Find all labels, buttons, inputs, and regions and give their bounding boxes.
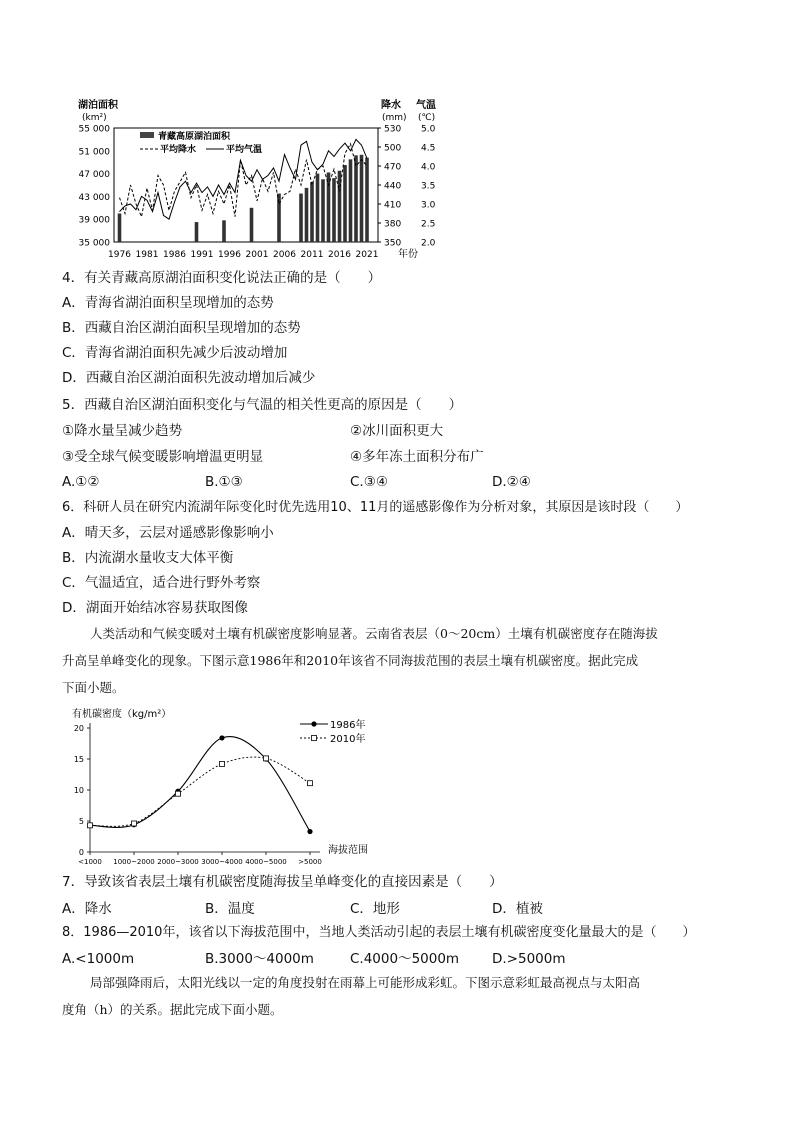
q8-stem: 8．1986—2010年，该省以下海拔范围中，当地人类活动引起的表层土壤有机碳密度变化量最大的是（ ） [62,925,696,940]
x-tick-label: 1981 [135,250,159,260]
temp-tick-label: 4.0 [421,162,436,173]
series-2010-point [220,761,225,766]
lake-area-bar [305,188,309,242]
q5-item-4: ④多年冻土面积分布广 [350,449,484,465]
q7-option-a[interactable]: A．降水 [62,901,112,917]
lake-area-bar [316,174,320,242]
left-tick-label: 39 000 [78,215,110,226]
precip-axis-unit: (mm) [382,113,407,123]
lake-area-bar [310,182,314,242]
q5-item-1: ①降水量呈减少趋势 [62,423,183,439]
c2-y-tick-label: 20 [73,724,84,733]
lake-area-chart [0,0,792,270]
chart2-legend [300,718,365,745]
q6-stem: 6．科研人员在研究内流湖年际变化时优先选用10、11月的遥感影像作为分析对象，其原因是该时段（ ） [62,500,689,515]
chart1-legend [140,130,263,155]
c2-x-tick-label: >5000 [298,858,322,866]
q7-option-c[interactable]: C．地形 [350,901,400,917]
x-tick-label: 2021 [355,250,379,260]
legend-2010-label: 2010年 [330,734,366,745]
lake-area-bar [349,159,353,242]
q7-stem: 7．导致该省表层土壤有机碳密度随海拔呈单峰变化的直接因素是（ ） [62,874,503,890]
temp-tick-label: 2.0 [421,238,436,249]
passage3-line1: 局部强降雨后，太阳光线以一定的角度投射在雨幕上可能形成彩虹。下图示意彩虹最高视点与太阳高 [90,975,641,990]
lake-area-bar [250,208,254,242]
precip-tick-label: 380 [384,219,402,230]
c2-y-axis-label: 有机碳密度（kg/m²） [72,709,172,720]
series-2010-point [132,821,137,826]
c2-y-tick-label: 0 [78,848,84,857]
q8-option-c[interactable]: C.4000～5000m [350,951,460,967]
x-tick-label: 2006 [273,250,296,260]
precip-tick-label: 440 [384,181,402,192]
x-tick-label: 2001 [245,250,269,260]
left-tick-label: 55 000 [78,124,110,135]
left-tick-label: 51 000 [78,147,110,158]
series-2010-point [264,756,269,761]
legend-temp-label: 平均气温 [226,145,263,155]
temp-tick-label: 2.5 [421,219,436,230]
left-tick-label: 47 000 [78,170,110,181]
q4-stem: 4．有关青藏高原湖泊面积变化说法正确的是（ ） [62,270,382,286]
temp-axis-unit: (℃) [418,113,436,123]
lake-area-bar [354,155,358,242]
lake-area-bar [277,194,281,242]
lake-area-bar [343,165,347,242]
lake-area-bar [365,158,369,242]
q6-option-b[interactable]: B．内流湖水量收支大体平衡 [62,550,234,566]
q7-option-d[interactable]: D．植被 [492,901,543,917]
q5-option-a[interactable]: A.①② [62,474,100,490]
series-1986-point [307,829,312,834]
left-tick-label: 35 000 [78,238,110,249]
q6-option-a[interactable]: A．晴天多，云层对遥感影像影响小 [62,525,274,541]
q5-stem: 5．西藏自治区湖泊面积变化与气温的相关性更高的原因是（ ） [62,397,463,413]
temp-axis-label: 气温 [416,100,436,111]
c2-y-tick-label: 15 [73,755,84,764]
lake-area-bar [332,178,336,242]
series-1986-line [90,737,310,832]
q4-option-b[interactable]: B．西藏自治区湖泊面积呈现增加的态势 [62,320,301,336]
c2-y-tick-label: 5 [78,817,84,826]
lake-area-bar [321,179,325,242]
c2-x-axis-label: 海拔范围 [328,845,368,856]
q4-option-a[interactable]: A．青海省湖泊面积呈现增加的态势 [62,295,274,311]
series-2010-point [88,823,93,828]
q6-option-d[interactable]: D．湖面开始结冰容易获取图像 [62,600,248,616]
left-tick-label: 43 000 [78,192,110,203]
lake-area-bar [327,172,331,242]
carbon-density-chart [0,700,792,870]
passage3-line2: 度角（h）的关系。据此完成下面小题。 [62,1002,283,1017]
x-axis-label: 年份 [398,249,418,260]
q8-option-d[interactable]: D.>5000m [492,951,566,967]
temp-tick-label: 3.5 [421,181,436,192]
legend-1986-marker [311,721,316,726]
precip-axis-label: 降水 [381,100,401,111]
lake-area-bar [222,220,226,242]
q5-item-2: ②冰川面积更大 [350,423,444,439]
lake-area-bar [299,194,303,242]
lake-area-bar [195,222,199,242]
x-tick-label: 1991 [190,250,214,260]
series-2010-point [176,791,181,796]
q4-option-c[interactable]: C．青海省湖泊面积先减少后波动增加 [62,345,288,361]
passage2-line1: 人类活动和气候变暖对土壤有机碳密度影响显著。云南省表层（0～20cm）土壤有机碳密度存在随海拔 [90,626,658,641]
q7-option-b[interactable]: B．温度 [205,901,255,917]
c2-x-tick-label: 2000~3000 [157,858,199,866]
lake-area-bar [360,155,364,242]
temp-tick-label: 5.0 [421,124,436,135]
series-2010-point [308,781,313,786]
precip-tick-label: 470 [384,162,402,173]
series-1986-point [219,735,224,740]
precip-tick-label: 530 [384,124,402,135]
passage2-line3: 下面小题。 [62,680,125,695]
c2-y-tick-label: 10 [73,786,84,795]
passage2-line2: 升高呈单峰变化的现象。下图示意1986年和2010年该省不同海拔范围的表层土壤有机碳密度。据此完成 [62,653,639,668]
legend-precip-label: 平均降水 [160,145,197,155]
legend-2010-marker [312,736,317,741]
q5-option-b[interactable]: B.①③ [205,474,243,490]
c2-x-tick-label: 1000~2000 [113,858,155,866]
legend-1986-label: 1986年 [330,720,366,731]
q4-option-d[interactable]: D．西藏自治区湖泊面积先波动增加后减少 [62,370,316,386]
precip-tick-label: 500 [384,143,402,154]
c2-x-tick-label: 3000~4000 [201,858,243,866]
x-tick-label: 1996 [218,250,241,260]
precip-tick-label: 410 [384,200,402,211]
c2-x-tick-label: <1000 [78,858,102,866]
temp-tick-label: 4.5 [421,143,436,154]
legend-bar-label: 青藏高原湖泊面积 [158,132,231,142]
lake-area-bar [118,214,122,243]
precip-tick-label: 350 [384,238,402,249]
series-2010-line [90,757,310,826]
left-axis-unit: (km²) [82,113,107,123]
x-tick-label: 2011 [300,250,324,260]
q5-option-d[interactable]: D.②④ [492,474,531,490]
q6-option-c[interactable]: C．气温适宜，适合进行野外考察 [62,575,261,591]
x-tick-label: 1986 [163,250,186,260]
q8-option-b[interactable]: B.3000～4000m [205,951,314,967]
q8-option-a[interactable]: A.<1000m [62,951,135,967]
q5-item-3: ③受全球气候变暖影响增温更明显 [62,449,264,465]
legend-bar-swatch [140,132,154,138]
q5-option-c[interactable]: C.③④ [350,474,388,490]
x-tick-label: 2016 [328,250,351,260]
x-tick-label: 1976 [108,250,131,260]
c2-x-tick-label: 4000~5000 [245,858,287,866]
temp-tick-label: 3.0 [421,200,436,211]
left-axis-label: 湖泊面积 [78,100,118,111]
